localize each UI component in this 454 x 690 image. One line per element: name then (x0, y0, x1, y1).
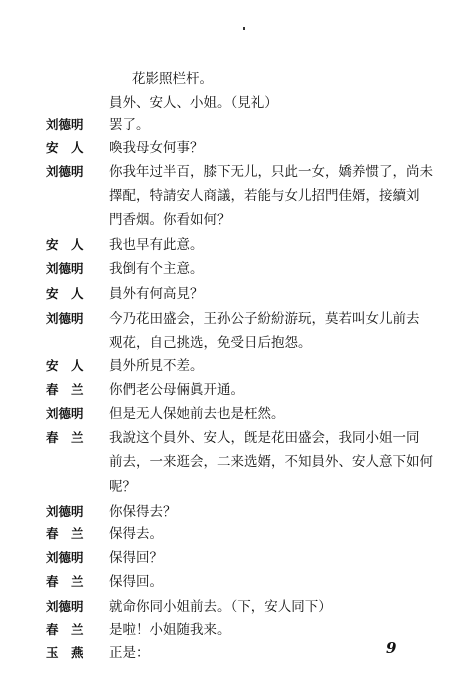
dialogue-text: 你我年过半百，膝下无儿，只此一女，嬌养惯了，尚未 (109, 164, 433, 180)
dialogue-text: 今乃花田盛会，王孙公子紛紛游玩，莫若叫女儿前去 (109, 311, 420, 327)
speaker-name: 安 人 (46, 286, 84, 301)
speaker-name: 安 人 (46, 358, 84, 373)
script-line (0, 207, 454, 233)
speaker-name: 刘德明 (46, 311, 84, 326)
dialogue-text: 門香烟。你看如何？ (109, 212, 231, 228)
speaker-name: 春 兰 (46, 382, 84, 397)
speaker-name: 刘德明 (46, 406, 84, 421)
speaker-name: 安 人 (46, 140, 84, 155)
dialogue-text: 員外所見不差。 (109, 358, 204, 374)
script-line (0, 256, 454, 282)
speaker-name: 春 兰 (46, 574, 84, 589)
script-line (0, 306, 454, 332)
dialogue-text: 花影照栏杆。 (132, 71, 213, 87)
dialogue-text: 是啦！小姐随我来。 (109, 622, 231, 638)
dialogue-text: 前去，一来逛会，二来选婿，不知員外、安人意下如何 (109, 454, 433, 470)
dialogue-text: 員外、安人、小姐。（見礼） (109, 95, 278, 111)
dialogue-text: 我說这个員外、安人，旣是花田盛会，我同小姐一同 (109, 430, 420, 446)
dialogue-text: 你保得去？ (109, 504, 177, 520)
speaker-name: 刘德明 (46, 504, 84, 519)
dialogue-text: 保得回。 (109, 574, 163, 590)
dialogue-text: 喚我母女何事？ (109, 140, 204, 156)
speaker-name: 刘德明 (46, 599, 84, 614)
speaker-name: 安 人 (46, 237, 84, 252)
dialogue-text: 观花，自己挑选，免受日后抱怨。 (109, 335, 312, 351)
dialogue-text: 保得去。 (109, 526, 163, 542)
dialogue-text: 就命你同小姐前去。（下，安人同下） (109, 599, 332, 615)
dialogue-text: 你們老公母倆眞开通。 (109, 382, 244, 398)
dialogue-text: 正是： (109, 645, 150, 661)
speaker-name: 春 兰 (46, 430, 84, 445)
script-line (0, 353, 454, 379)
script-line (0, 569, 454, 595)
script-line (0, 425, 454, 451)
script-line (0, 401, 454, 427)
speaker-name: 玉 燕 (46, 645, 84, 660)
script-line (0, 159, 454, 185)
dialogue-text: 但是无人保她前去也是枉然。 (109, 406, 285, 422)
speaker-name: 春 兰 (46, 526, 84, 541)
script-line (0, 377, 454, 403)
dialogue-text: 保得回？ (109, 550, 163, 566)
dialogue-text: 呢？ (109, 479, 136, 495)
speaker-name: 刘德明 (46, 261, 84, 276)
script-line (0, 474, 454, 500)
script-line (0, 66, 454, 92)
print-speck (243, 27, 245, 30)
dialogue-text: 罢了。 (109, 117, 150, 133)
speaker-name: 刘德明 (46, 117, 84, 132)
page-number: 9 (386, 639, 397, 657)
speaker-name: 春 兰 (46, 622, 84, 637)
script-line (0, 281, 454, 307)
dialogue-text: 擇配，特請安人商議，若能与女儿招門佳婿，接續刘 (109, 188, 420, 204)
script-line (0, 135, 454, 161)
script-line (0, 521, 454, 547)
speaker-name: 刘德明 (46, 164, 84, 179)
dialogue-text: 我也早有此意。 (109, 237, 204, 253)
script-line (0, 232, 454, 258)
speaker-name: 刘德明 (46, 550, 84, 565)
script-line (0, 545, 454, 571)
script-line (0, 183, 454, 209)
dialogue-text: 員外有何高見？ (109, 286, 204, 302)
script-line (0, 449, 454, 475)
dialogue-text: 我倒有个主意。 (109, 261, 204, 277)
